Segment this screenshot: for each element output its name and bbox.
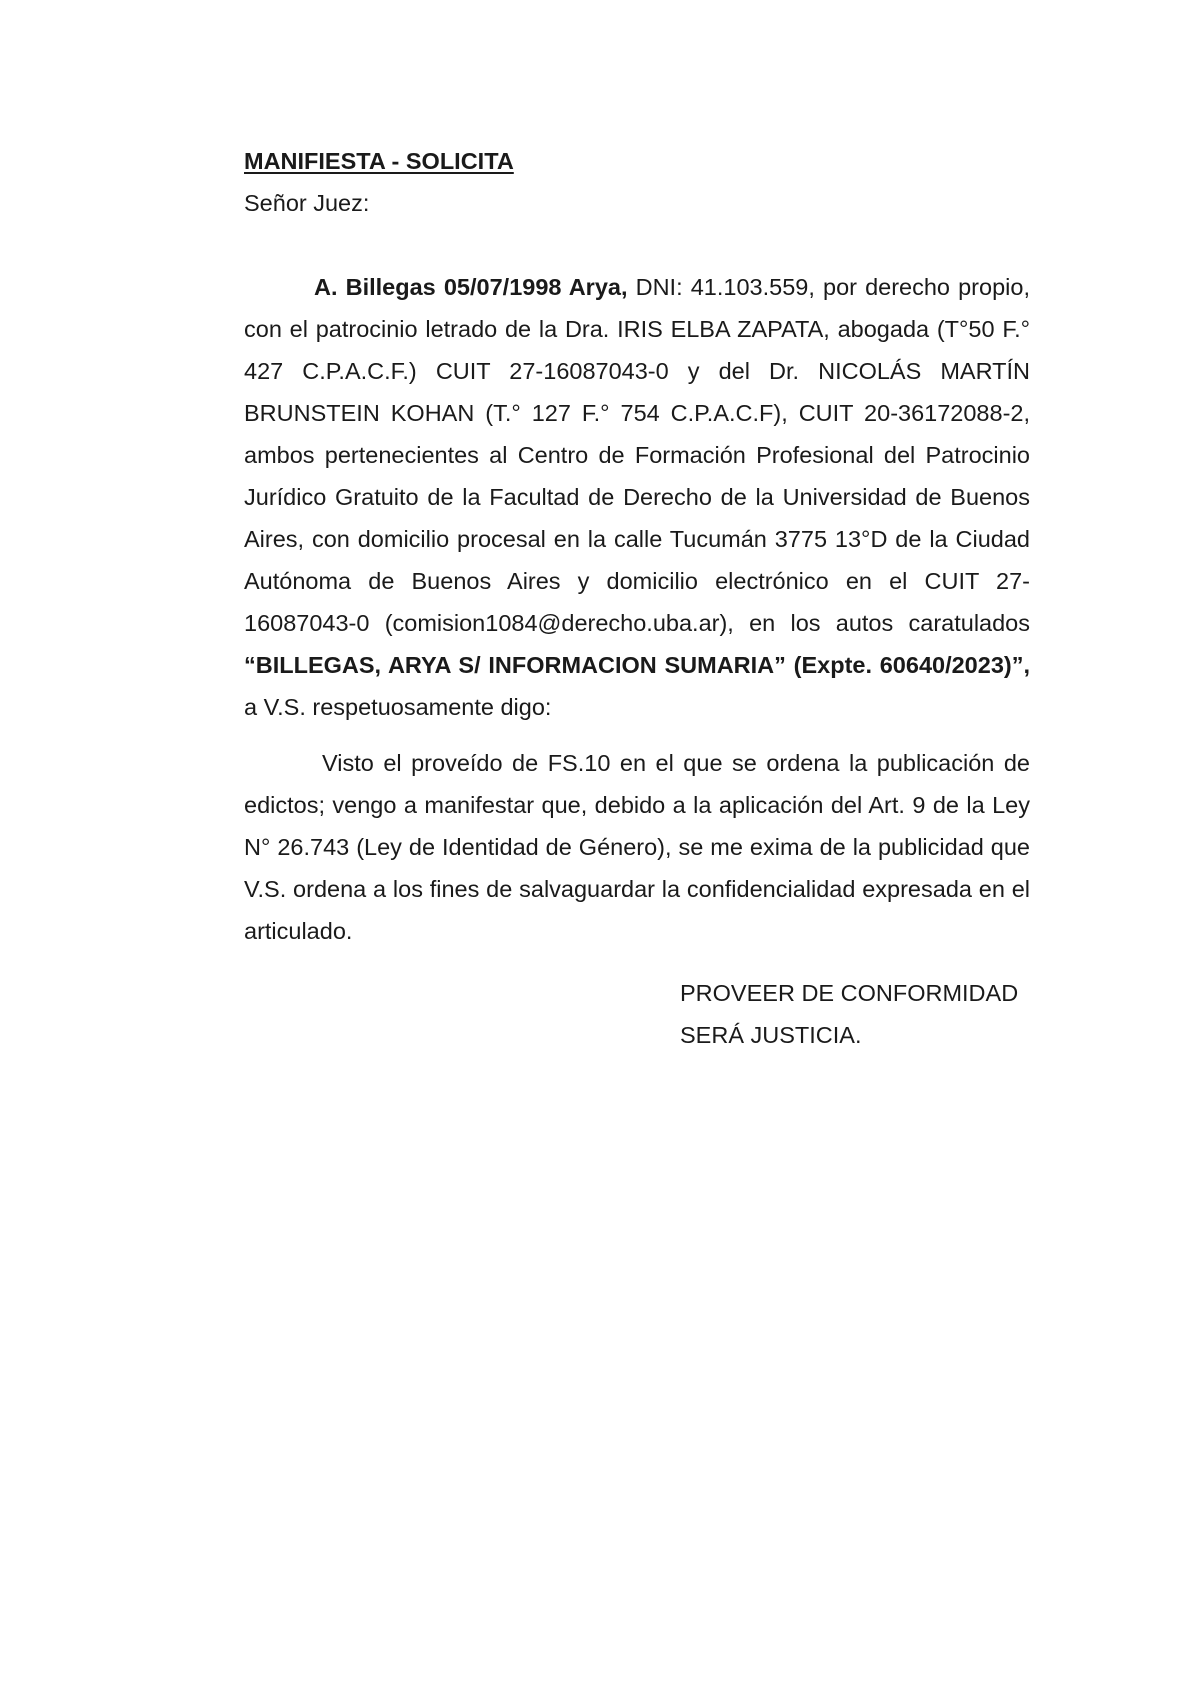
- salutation: Señor Juez:: [244, 190, 370, 216]
- party-name: A. Billegas 05/07/1998 Arya,: [314, 274, 628, 300]
- closing-line-1: PROVEER DE CONFORMIDAD: [680, 980, 1019, 1006]
- paragraph-request: Visto el proveído de FS.10 en el que se ordena la publicación de edictos; vengo a manifestar que, debido a la aplicación del Art. 9 de la Ley N° 26.743 (Ley de Identidad de Género), se me exima de la publicidad que V.S. ordena a los fines de salvaguardar la confidencialidad expresada en el articulado.: [244, 750, 1030, 944]
- case-caption: “BILLEGAS, ARYA S/ INFORMACION SUMARIA” (Expte. 60640/2023)”,: [244, 652, 1030, 678]
- presentation-text-a: DNI: 41.103.559, por derecho propio, con el patrocinio letrado de la Dra. IRIS ELBA ZAPATA, abogada (T°50 F.° 427 C.P.A.C.F.) CUIT 27-16087043-0 y del Dr. NICOLÁS MARTÍN BRUNSTEIN KOHAN (T.° 127 F.° 754 C.P.A.C.F), CUIT 20-36172088-2, ambos pertenecientes al Centro de Formación Profesional del Patrocinio Jurídico Gratuito de la Facultad de Derecho de la Universidad de Buenos Aires, con domicilio procesal en la calle Tucumán 3775 13°D de la Ciudad Autónoma de Buenos Aires y domicilio electrónico en el CUIT 27-16087043-0 (comision1084@derecho.uba.ar), en los autos caratulados: [244, 274, 1030, 636]
- paragraph-presentation: [244, 266, 1030, 728]
- presentation-text-b: a V.S. respetuosamente digo:: [244, 694, 552, 720]
- document-body: [244, 140, 1030, 1056]
- document-title: MANIFIESTA - SOLICITA: [244, 148, 514, 174]
- closing-block: [244, 972, 1030, 1056]
- closing-line-2: SERÁ JUSTICIA.: [680, 1022, 862, 1048]
